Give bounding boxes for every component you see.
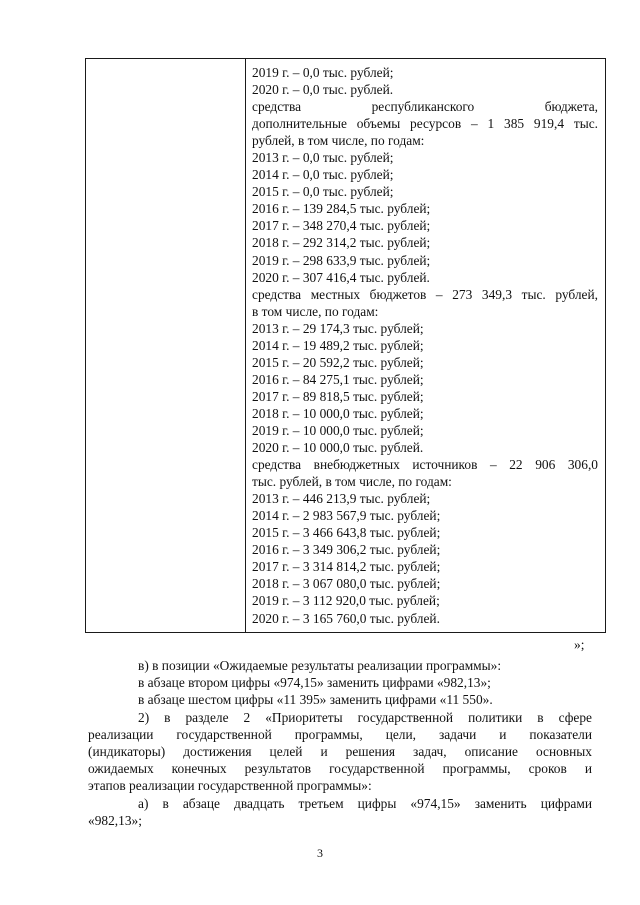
table-line: в том числе, по годам: — [252, 303, 379, 319]
table-line: 2013 г. – 0,0 тыс. рублей; — [252, 150, 394, 166]
table-line: 2015 г. – 20 592,2 тыс. рублей; — [252, 354, 424, 370]
page-number: 3 — [317, 846, 323, 860]
table-line: 2017 г. – 348 270,4 тыс. рублей; — [252, 218, 431, 234]
table-line: 2020 г. – 10 000,0 тыс. рублей. — [252, 440, 424, 456]
paragraph-line: ожидаемых конечных результатов государственной программы, сроков и — [88, 761, 592, 777]
table-line: 2020 г. – 3 165 760,0 тыс. рублей. — [252, 610, 440, 626]
table-right-cell — [252, 64, 598, 627]
table-line: средства местных бюджетов – 273 349,3 тыс. рублей, — [252, 286, 598, 302]
table-line: 2019 г. – 298 633,9 тыс. рублей; — [252, 252, 431, 268]
paragraph-line: этапов реализации государственной программы»: — [88, 778, 372, 794]
table-line: дополнительные объемы ресурсов – 1 385 919,4 тыс. — [252, 116, 598, 132]
table-line: 2018 г. – 292 314,2 тыс. рублей; — [252, 235, 431, 251]
table-line: 2013 г. – 446 213,9 тыс. рублей; — [252, 491, 431, 507]
table-line: 2017 г. – 3 314 814,2 тыс. рублей; — [252, 559, 441, 575]
table-line: 2014 г. – 2 983 567,9 тыс. рублей; — [252, 508, 441, 524]
table-line: 2020 г. – 307 416,4 тыс. рублей. — [252, 269, 430, 285]
paragraph-line: 2) в разделе 2 «Приоритеты государственной политики в сфере — [138, 709, 592, 725]
paragraph-line: а) в абзаце двадцать третьем цифры «974,15» заменить цифрами — [138, 795, 592, 811]
table-line: 2018 г. – 10 000,0 тыс. рублей; — [252, 405, 424, 421]
table-line: 2014 г. – 0,0 тыс. рублей; — [252, 167, 394, 183]
paragraph: в абзаце втором цифры «974,15» заменить цифрами «982,13»; — [138, 675, 491, 691]
table-line: тыс. рублей, в том числе, по годам: — [252, 474, 452, 490]
table-line: 2015 г. – 3 466 643,8 тыс. рублей; — [252, 525, 441, 541]
table-line: 2017 г. – 89 818,5 тыс. рублей; — [252, 388, 424, 404]
table-line: 2016 г. – 84 275,1 тыс. рублей; — [252, 371, 424, 387]
table-line: 2018 г. – 3 067 080,0 тыс. рублей; — [252, 576, 441, 592]
table-line: 2016 г. – 139 284,5 тыс. рублей; — [252, 201, 431, 217]
paragraph-line: (индикаторы) достижения целей и решения задач, описание основных — [88, 743, 592, 759]
paragraph-line: «982,13»; — [88, 812, 142, 828]
paragraph: в абзаце шестом цифры «11 395» заменить цифрами «11 550». — [138, 692, 493, 708]
table-line: 2019 г. – 0,0 тыс. рублей; — [252, 65, 394, 80]
paragraph-line: реализации государственной программы, цели, задачи и показатели — [88, 726, 592, 742]
table-line: 2014 г. – 19 489,2 тыс. рублей; — [252, 337, 424, 353]
table-line: рублей, в том числе, по годам: — [252, 133, 425, 149]
funding-table — [85, 58, 606, 633]
table-column-divider — [245, 59, 246, 632]
table-line: 2020 г. – 0,0 тыс. рублей. — [252, 82, 394, 98]
table-line: 2016 г. – 3 349 306,2 тыс. рублей; — [252, 542, 441, 558]
table-line: средства республиканского бюджета, — [252, 99, 598, 115]
table-line: 2019 г. – 3 112 920,0 тыс. рублей; — [252, 593, 440, 609]
paragraph: в) в позиции «Ожидаемые результаты реализации программы»: — [138, 658, 502, 673]
table-line: 2015 г. – 0,0 тыс. рублей; — [252, 184, 394, 200]
closing-quote: »; — [574, 637, 585, 652]
table-line: 2013 г. – 29 174,3 тыс. рублей; — [252, 320, 424, 336]
table-line: 2019 г. – 10 000,0 тыс. рублей; — [252, 422, 424, 438]
table-line: средства внебюджетных источников – 22 906 306,0 — [252, 457, 598, 473]
body-text — [88, 657, 592, 829]
